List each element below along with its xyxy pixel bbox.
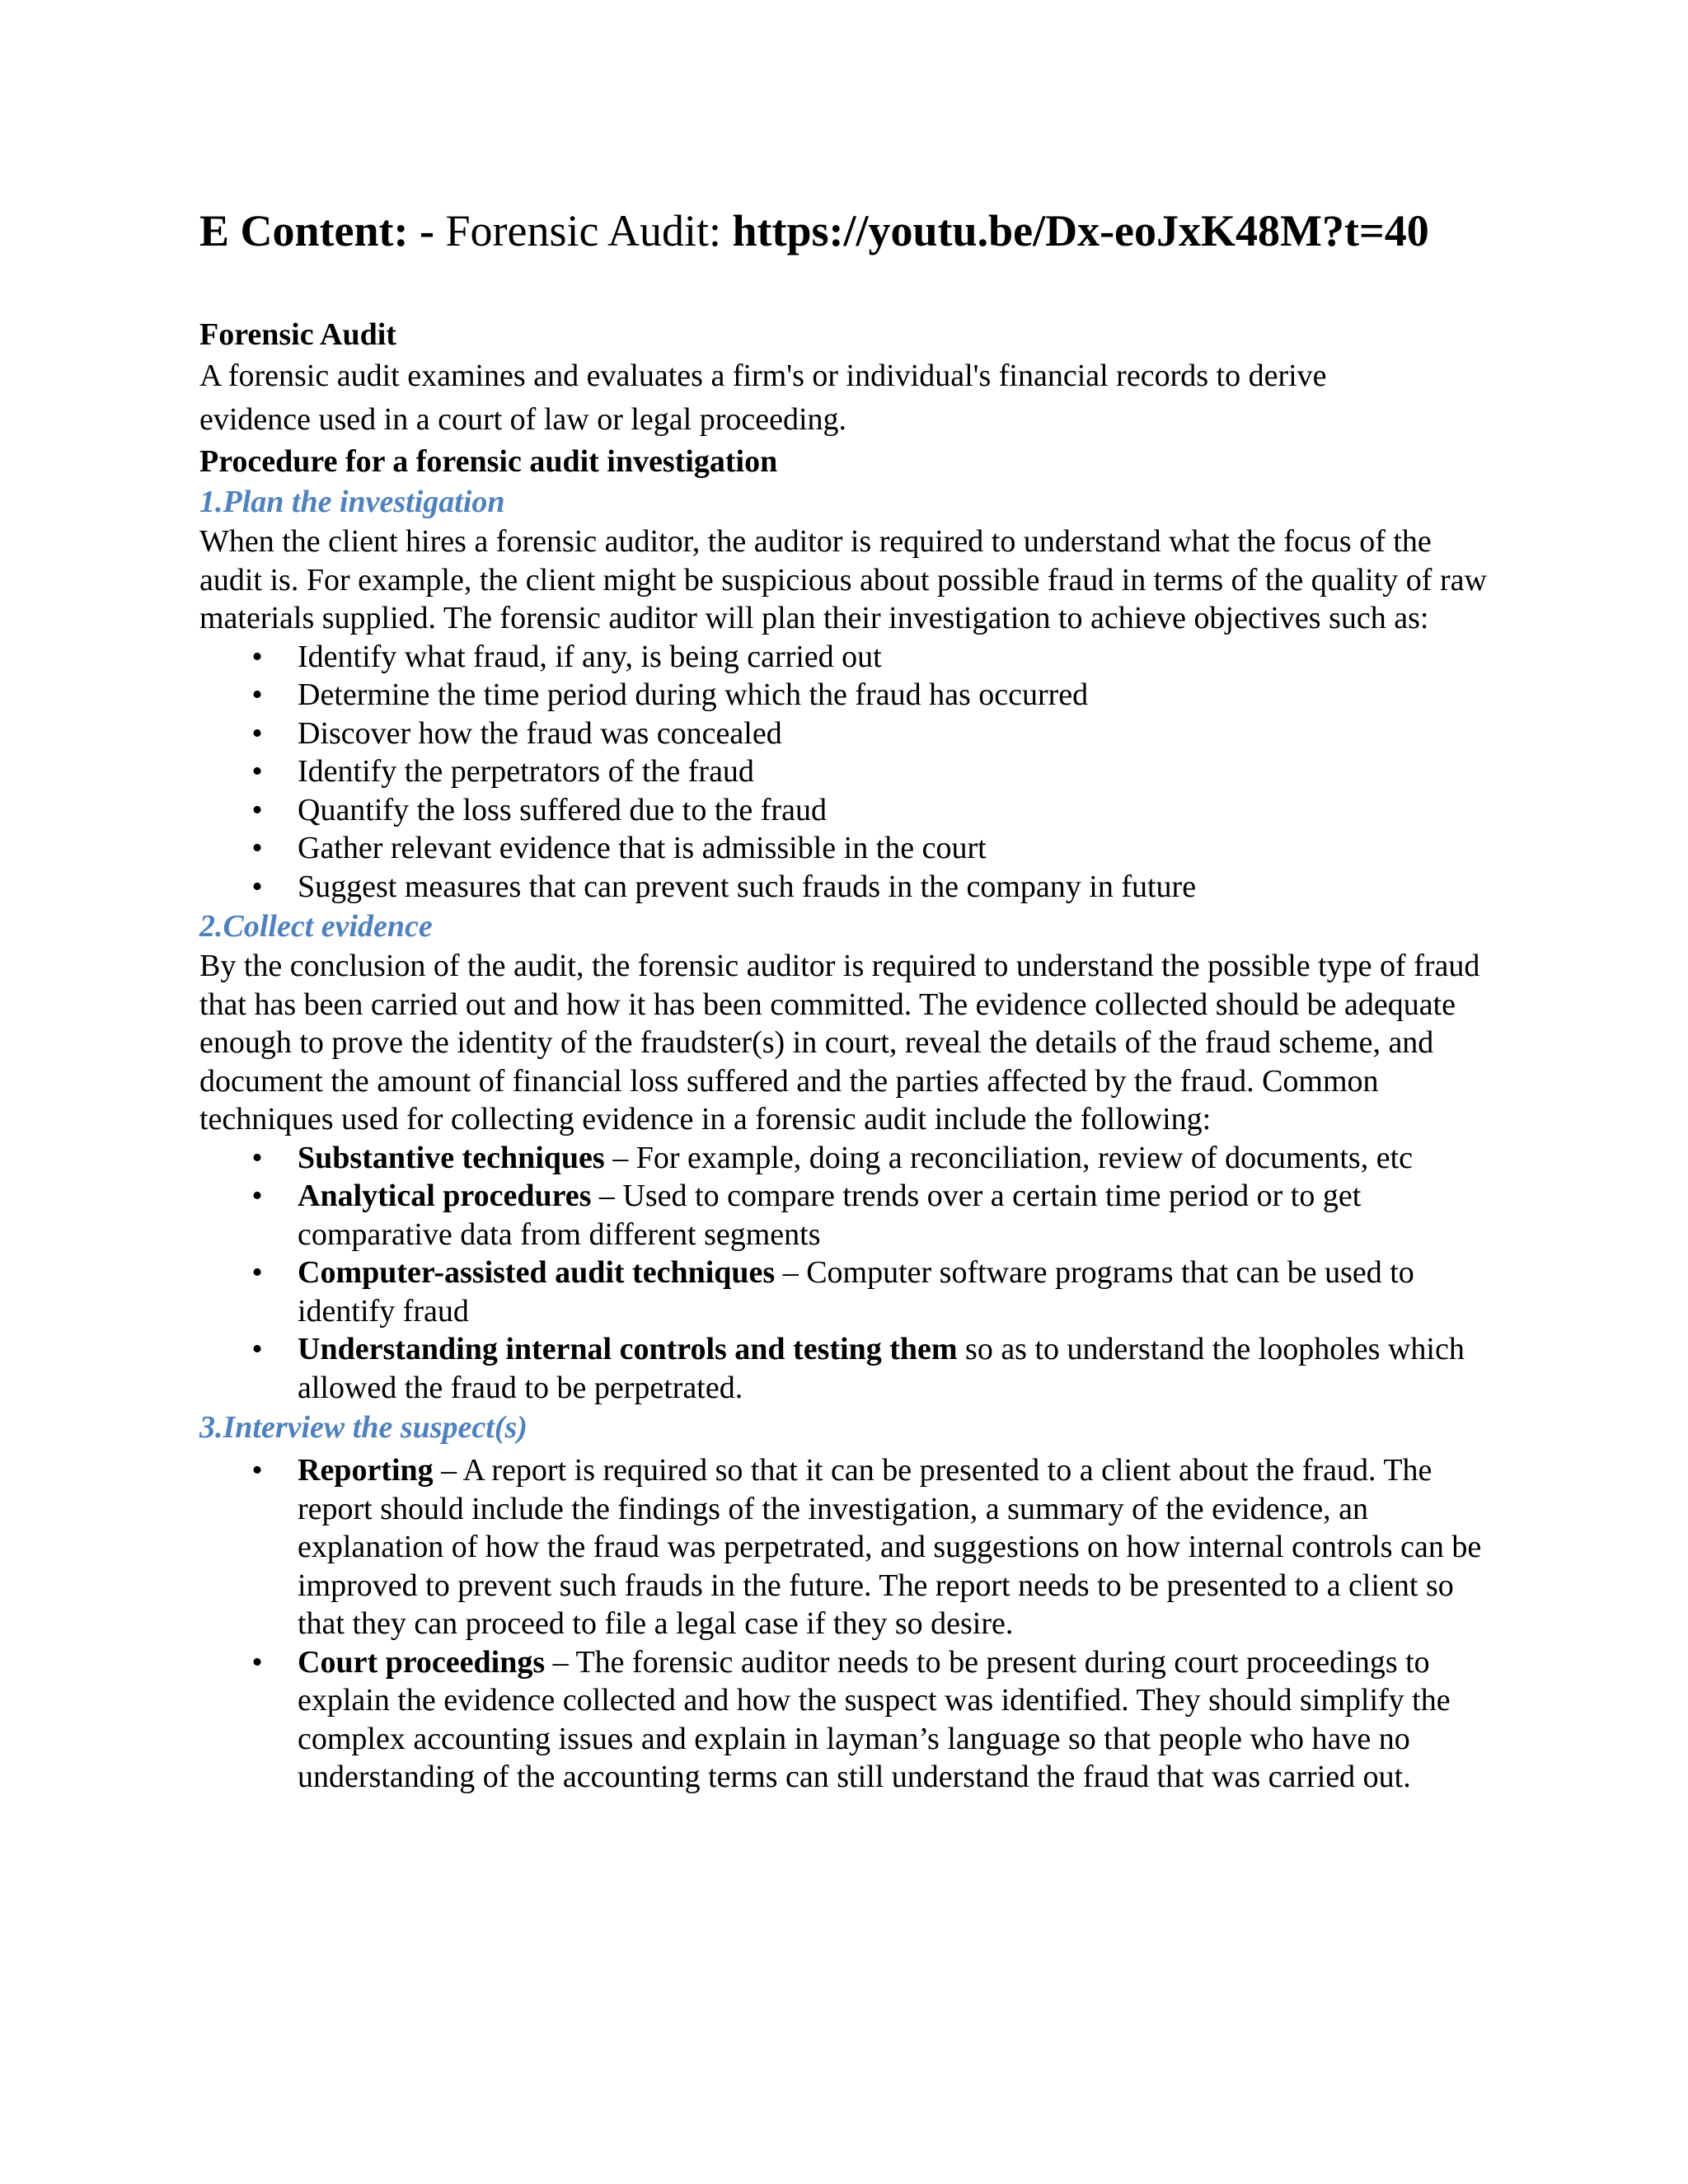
term: Substantive techniques [298,1140,605,1175]
term: Analytical procedures [298,1179,592,1213]
bullet-glyph: • [251,869,263,904]
term: Computer-assisted audit techniques [298,1255,776,1290]
bullet-glyph: • [251,1255,263,1290]
intro-paragraph-line2: evidence used in a court of law or legal proceeding. [199,402,847,437]
title-middle: Forensic Audit: [434,206,733,255]
bullet-glyph: • [251,1179,263,1213]
list-item: • Identify the perpetrators of the fraud [199,752,1502,791]
bullet-glyph: • [251,1140,263,1175]
title-prefix: E Content: - [199,206,434,255]
list-item: • Identify what fraud, if any, is being carried out [199,638,1502,677]
bullet-glyph: • [251,792,263,827]
title-link[interactable]: https://youtu.be/Dx-eoJxK48M?t=40 [732,206,1429,255]
list-item: • Analytical procedures – Used to compare trends over a certain time period or to get comparative data from different segments [199,1177,1502,1254]
term: Court proceedings [298,1644,546,1680]
step2-paragraph: By the conclusion of the audit, the forensic auditor is required to understand the possible type of fraud that has been carried out and how it has been committed. The evidence collected should be adequate enough to prove the identity of the fraudster(s) in court, reveal the details of the fraud scheme, and document the amount of financial loss suffered and the parties affected by the fraud. Common techniques used for collecting evidence in a forensic audit include the following: [199,949,1480,1137]
list-item: • Reporting – A report is required so that it can be presented to a client about the fraud. The report should include the findings of the investigation, a summary of the evidence, an explanation of how the fraud was perpetrated, and suggestions on how internal controls can be improved to prevent such frauds in the future. The report needs to be presented to a client so that they can proceed to file a legal case if they so desire. [199,1451,1502,1643]
list-item: • Understanding internal controls and testing them so as to understand the loopholes which allowed the fraud to be perpetrated. [199,1330,1502,1407]
list-item: • Determine the time period during which the fraud has occurred [199,676,1502,715]
list-item: • Court proceedings – The forensic auditor needs to be present during court proceedings to explain the evidence collected and how the suspect was identified. They should simplify the complex accounting issues and explain in layman’s language so that people who have no understanding of the accounting terms can still understand the fraud that was carried out. [199,1643,1502,1797]
list-item: • Quantify the loss suffered due to the fraud [199,791,1502,830]
term: Understanding internal controls and testing them [298,1332,958,1366]
list-item: • Gather relevant evidence that is admissible in the court [199,829,1502,868]
bullet-glyph: • [251,677,263,712]
bullet-glyph: • [251,1453,263,1488]
bullet-glyph: • [251,754,263,789]
step3-heading: 3.Interview the suspect(s) [199,1410,528,1445]
bullet-glyph: • [251,1644,263,1680]
list-item: • Suggest measures that can prevent such frauds in the company in future [199,868,1502,907]
step3-list [199,1451,1502,1797]
document-page [199,198,1502,1797]
list-item: • Computer-assisted audit techniques – Computer software programs that can be used to identify fraud [199,1254,1502,1330]
step1-heading: 1.Plan the investigation [199,485,505,519]
intro-paragraph-line1: A forensic audit examines and evaluates a firm's or individual's financial records to derive [199,359,1327,393]
section-heading-forensic-audit: Forensic Audit [199,317,396,352]
list-item: • Substantive techniques – For example, doing a reconciliation, review of documents, etc [199,1139,1502,1178]
page-title [199,198,1502,264]
step2-techniques-list [199,1139,1502,1408]
bullet-glyph: • [251,639,263,674]
step1-objectives-list [199,638,1502,907]
step2-heading: 2.Collect evidence [199,909,433,944]
bullet-glyph: • [251,715,263,751]
bullet-glyph: • [251,1332,263,1366]
term: Reporting [298,1453,434,1488]
step1-paragraph: When the client hires a forensic auditor, the auditor is required to understand what the focus of the audit is. For example, the client might be suspicious about possible fraud in terms of the quality of raw materials supplied. The forensic auditor will plan their investigation to achieve objectives such as: [199,524,1487,635]
bullet-glyph: • [251,831,263,865]
list-item: • Discover how the fraud was concealed [199,715,1502,753]
procedure-heading: Procedure for a forensic audit investigation [199,444,778,479]
